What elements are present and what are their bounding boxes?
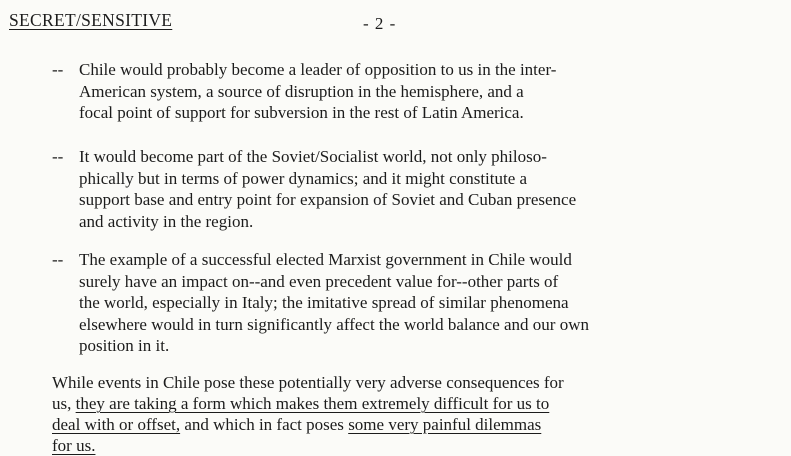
bullet-item xyxy=(52,249,589,357)
bullet-line xyxy=(52,59,556,81)
paragraph-line xyxy=(52,435,564,456)
underlined-text: for us. xyxy=(52,436,96,455)
bullet-line: surely have an impact on--and even precedent value for--other parts of xyxy=(79,271,559,291)
underlined-text: some very painful dilemmas xyxy=(348,415,542,434)
bullet-line: and activity in the region. xyxy=(79,211,254,231)
paragraph-line: While events in Chile pose these potentially very adverse consequences for xyxy=(52,373,564,392)
paragraph-line xyxy=(52,414,564,435)
bullet-line xyxy=(52,249,589,271)
bullet-dash: -- xyxy=(52,147,64,166)
bullet-line: position in it. xyxy=(79,336,170,355)
bullet-line: phically but in terms of power dynamics; and it might constitute a xyxy=(79,168,528,188)
bullet-dash: -- xyxy=(52,60,64,79)
bullet-item xyxy=(52,146,576,232)
bullet-line: American system, a source of disruption in the hemisphere, and a xyxy=(79,81,524,101)
bullet-line: support base and entry point for expansion of Soviet and Cuban presence xyxy=(79,190,577,209)
bullet-item xyxy=(52,59,556,124)
bullet-line: the world, especially in Italy; the imitative spread of similar phenomena xyxy=(79,293,569,312)
underlined-text: deal with or offset, xyxy=(52,415,181,434)
classification-marking: SECRET/SENSITIVE xyxy=(9,10,173,30)
paragraph-text: us, xyxy=(52,394,76,413)
paragraph-text: and which in fact poses xyxy=(180,415,349,434)
bullet-text: The example of a successful elected Marxist government in Chile would xyxy=(79,250,572,269)
bullet-line: elsewhere would in turn significantly affect the world balance and our own xyxy=(79,314,589,334)
bullet-dash: -- xyxy=(52,250,64,269)
bullet-text: It would become part of the Soviet/Socialist world, not only philoso- xyxy=(79,147,547,166)
bullet-line xyxy=(52,146,576,168)
page-number: - 2 - xyxy=(363,14,397,33)
body-paragraph xyxy=(52,372,564,456)
bullet-line: focal point of support for subversion in the rest of Latin America. xyxy=(79,103,524,122)
bullet-text: Chile would probably become a leader of opposition to us in the inter- xyxy=(79,60,557,79)
underlined-text: they are taking a form which makes them extremely difficult for us to xyxy=(75,394,550,413)
paragraph-line xyxy=(52,393,564,414)
